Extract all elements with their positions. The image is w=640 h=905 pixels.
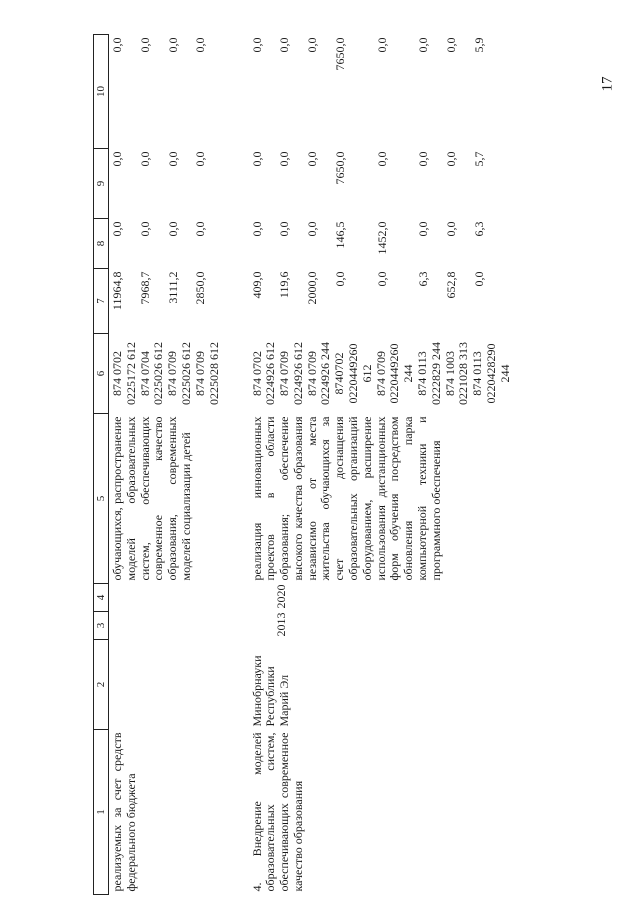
cell-line: 612: [359, 364, 374, 383]
cell-line: [389, 272, 403, 331]
header-col-5: 5: [94, 414, 109, 584]
cell-line: 3111,2: [165, 271, 180, 304]
cell-line: 1452,0: [374, 221, 389, 255]
cell-line: [153, 38, 167, 146]
cell-line: 2850,0: [193, 271, 208, 305]
cell-line: 0,0: [165, 37, 180, 53]
cell-line: 5,7: [472, 151, 487, 167]
row1-col7: [109, 269, 249, 334]
row2-col3: 2013: [273, 612, 288, 637]
cell-line: 0,0: [444, 37, 459, 53]
cell-line: 0225026 612: [178, 342, 193, 405]
cell-line: 8740702: [332, 352, 347, 395]
cell-line: 874 0709: [165, 351, 180, 396]
cell-line: 0225028 612: [206, 342, 221, 405]
cell-line: 0220449260: [387, 343, 402, 404]
cell-line: 0,0: [110, 221, 124, 237]
cell-line: 244: [401, 364, 416, 383]
cell-line: [292, 222, 306, 266]
cell-line: 409,0: [249, 271, 264, 299]
header-col-4: 4: [94, 584, 109, 612]
cell-line: 0,0: [416, 151, 431, 167]
cell-line: 0,0: [277, 151, 292, 167]
cell-line: [153, 222, 167, 266]
cell-line: 0,0: [305, 151, 320, 167]
cell-line: 874 0709: [192, 351, 207, 396]
cell-line: 5,9: [472, 37, 487, 53]
cell-line: 7650,0: [332, 151, 347, 185]
cell-line: [180, 38, 194, 146]
cell-line: [362, 272, 376, 331]
cell-line: 0,0: [374, 37, 389, 53]
row1-col10: [109, 35, 249, 149]
header-row: [94, 35, 109, 895]
cell-line: 0224926 612: [263, 342, 278, 405]
cell-line: [431, 272, 445, 331]
cell-line: [348, 38, 362, 146]
cell-line: [431, 152, 445, 216]
header-col-3: 3: [94, 612, 109, 640]
cell-line: 244: [497, 364, 512, 383]
cell-line: [389, 38, 403, 146]
cell-line: 0,0: [249, 221, 264, 237]
cell-line: [153, 272, 167, 331]
cell-line: 0,0: [137, 221, 152, 237]
cell-line: 0,0: [193, 37, 208, 53]
cell-line: 0220449260: [346, 343, 361, 404]
cell-line: 0,0: [165, 221, 180, 237]
cell-line: 874 0113: [470, 351, 485, 396]
header-col-9: 9: [94, 149, 109, 219]
cell-line: 0225026 612: [151, 342, 166, 405]
cell-line: 874 0702: [249, 351, 264, 396]
cell-line: [403, 272, 417, 331]
cell-line: [431, 38, 445, 146]
row1-col5: обучающихся, распространение моделей образовательных систем, обеспечивающих современное качество образования, современных моделей социализации детей: [110, 416, 193, 581]
cell-line: 0,0: [416, 37, 431, 53]
cell-line: 0,0: [249, 151, 264, 167]
header-col-8: 8: [94, 219, 109, 269]
cell-line: 874 1003: [442, 351, 457, 396]
cell-line: [292, 152, 306, 216]
cell-line: 7650,0: [332, 37, 347, 71]
row2-col4: 2020: [273, 584, 288, 609]
row2-col7: [249, 269, 515, 334]
cell-line: 146,5: [332, 221, 347, 249]
cell-line: [320, 152, 334, 216]
cell-line: [348, 222, 362, 266]
cell-line: 0222829 244: [428, 342, 443, 405]
cell-line: 874 0704: [137, 351, 152, 396]
cell-line: 0,0: [110, 151, 124, 167]
header-col-2: 2: [94, 640, 109, 730]
cell-line: [180, 222, 194, 266]
header-col-1: 1: [94, 730, 109, 895]
cell-line: [348, 152, 362, 216]
cell-line: 0,0: [305, 221, 320, 237]
cell-line: [459, 272, 473, 331]
row1-col1: реализуемых за счет средств федерального бюджета: [110, 732, 138, 892]
cell-line: [362, 152, 376, 216]
cell-line: 0,0: [110, 37, 124, 53]
cell-line: 874 0709: [304, 351, 319, 396]
cell-line: [180, 152, 194, 216]
cell-line: [125, 272, 139, 331]
cell-line: 0,0: [472, 271, 487, 287]
cell-line: 2000,0: [305, 271, 320, 305]
cell-line: 11964,8: [110, 271, 124, 311]
cell-line: 0,0: [249, 37, 264, 53]
cell-line: [362, 222, 376, 266]
budget-table: [93, 34, 515, 895]
row2-col10: [249, 35, 515, 149]
header-col-7: 7: [94, 269, 109, 334]
cell-line: 0220428290: [484, 343, 499, 404]
cell-line: [362, 38, 376, 146]
cell-line: [264, 222, 278, 266]
cell-line: 652,8: [444, 271, 459, 299]
cell-line: [125, 38, 139, 146]
header-col-10: 10: [94, 35, 109, 149]
table-row: [249, 35, 515, 895]
cell-line: 0,0: [193, 221, 208, 237]
cell-line: [403, 152, 417, 216]
row1-col4: [109, 584, 249, 612]
cell-line: 874 0702: [110, 351, 124, 396]
cell-line: 0,0: [444, 221, 459, 237]
cell-line: [125, 152, 139, 216]
cell-line: [320, 272, 334, 331]
cell-line: 0,0: [165, 151, 180, 167]
cell-line: 0,0: [374, 151, 389, 167]
cell-line: 0,0: [277, 221, 292, 237]
row2-col1: 4. Внедрение моделей образовательных систем, обеспечивающих современное качество образования: [249, 732, 305, 892]
cell-line: [153, 152, 167, 216]
cell-line: [459, 38, 473, 146]
cell-line: 0,0: [416, 221, 431, 237]
cell-line: [292, 272, 306, 331]
cell-line: 6,3: [416, 271, 431, 287]
row2-col8: [249, 219, 515, 269]
cell-line: [389, 152, 403, 216]
cell-line: [403, 222, 417, 266]
cell-line: [264, 38, 278, 146]
cell-line: 874 0113: [415, 351, 430, 396]
row2-col9: [249, 149, 515, 219]
row1-col2: [109, 640, 249, 730]
cell-line: [459, 222, 473, 266]
cell-line: 0224926 612: [290, 342, 305, 405]
cell-line: [320, 38, 334, 146]
cell-line: 0,0: [305, 37, 320, 53]
cell-line: [264, 272, 278, 331]
row2-col2: Минобрнауки Республики Марий Эл: [249, 655, 292, 727]
cell-line: [264, 152, 278, 216]
cell-line: [459, 152, 473, 216]
cell-line: 0224926 244: [318, 342, 333, 405]
row2-col6: [249, 334, 515, 414]
header-col-6: 6: [94, 334, 109, 414]
cell-line: 0221028 313: [456, 342, 471, 405]
cell-line: [348, 272, 362, 331]
cell-line: [125, 222, 139, 266]
cell-line: 0,0: [374, 271, 389, 287]
cell-line: 0,0: [193, 151, 208, 167]
row1-col9: [109, 149, 249, 219]
cell-line: 874 0709: [373, 351, 388, 396]
cell-line: 6,3: [472, 221, 487, 237]
cell-line: [389, 222, 403, 266]
rotated-table-container: [93, 35, 633, 895]
cell-line: [292, 38, 306, 146]
page-number: 17: [599, 76, 616, 92]
cell-line: 0,0: [444, 151, 459, 167]
cell-line: 119,6: [277, 271, 292, 299]
cell-line: 0,0: [137, 37, 152, 53]
cell-line: [320, 222, 334, 266]
cell-line: [180, 272, 194, 331]
table-row: [109, 35, 249, 895]
cell-line: 0,0: [277, 37, 292, 53]
cell-line: 0225172 612: [123, 342, 138, 405]
row1-col6: [109, 334, 249, 414]
cell-line: 874 0709: [277, 351, 292, 396]
cell-line: 0,0: [332, 271, 347, 287]
cell-line: [403, 38, 417, 146]
cell-line: 7968,7: [137, 271, 152, 305]
cell-line: 0,0: [137, 151, 152, 167]
cell-line: [431, 222, 445, 266]
row1-col8: [109, 219, 249, 269]
row2-col5: реализация инновационных проектов в области образования; обеспечение высокого качества образования независимо от места жительства обучающихся за счет доснащения образовательных организаций оборудованием, расширение использования дистанционных форм обучения посредством обновления парка компьютерной техники и программного обеспечения: [249, 416, 443, 581]
row1-col3: [109, 612, 249, 640]
